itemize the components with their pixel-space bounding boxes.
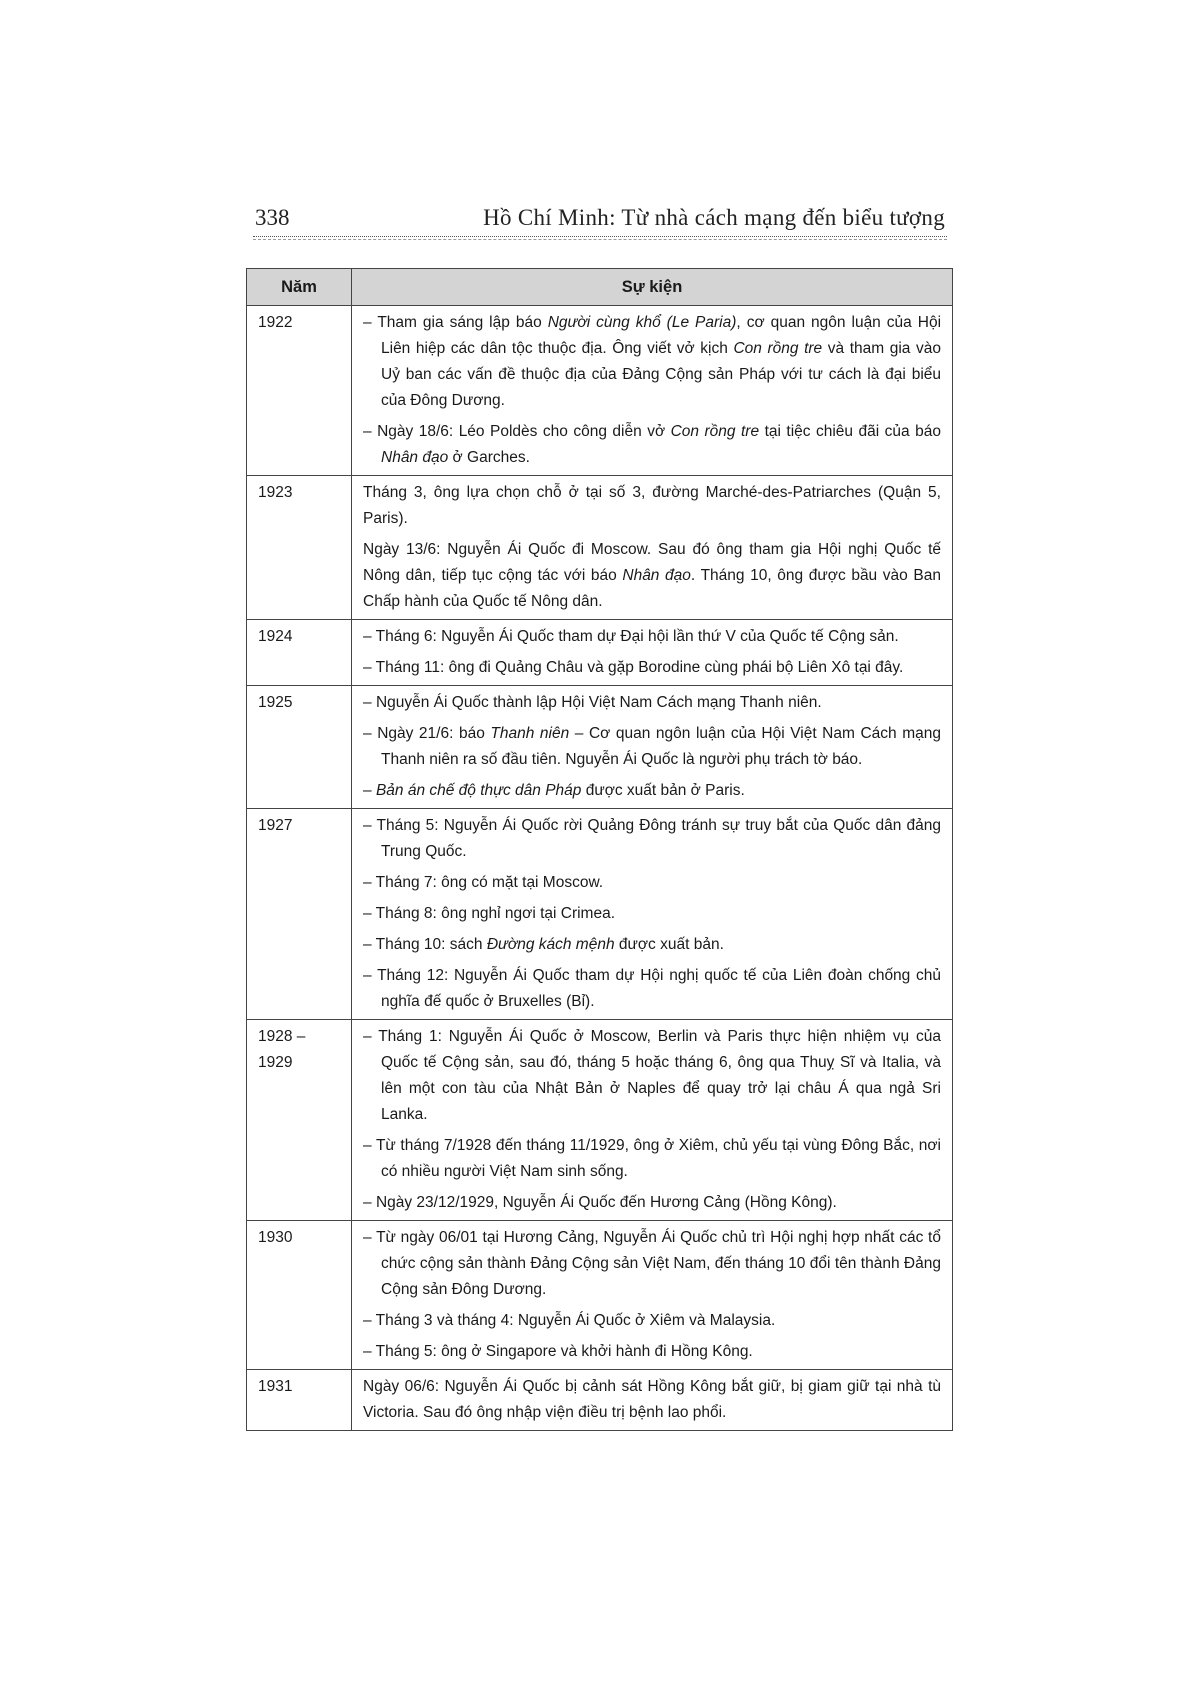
event-text: Tháng 3 và tháng 4: Nguyễn Ái Quốc ở Xiêm và Malaysia. — [375, 1312, 776, 1329]
header-divider — [253, 236, 947, 237]
event-cell — [352, 306, 953, 476]
event-text: tại tiệc chiêu đãi của báo — [759, 423, 941, 440]
event-text: – Cơ quan ngôn luận của Hội Việt Nam Cách mạng Thanh niên ra số đầu tiên. Nguyễn Ái Quốc là người phụ trách tờ báo. — [381, 725, 941, 768]
event-entry: – Ngày 18/6: Léo Poldès cho công diễn vở Con rồng tre tại tiệc chiêu đãi của báo Nhân đạo ở Garches. — [363, 423, 941, 466]
event-cell — [352, 1370, 953, 1431]
event-column-header: Sự kiện — [352, 269, 953, 306]
year-cell: 1930 — [247, 1221, 352, 1370]
event-text: Ngày 06/6: Nguyễn Ái Quốc bị cảnh sát Hồng Kông bắt giữ, bị giam giữ tại nhà tù Victoria. Sau đó ông nhập viện điều trị bệnh lao phổi. — [363, 1378, 941, 1421]
event-entry: – Tháng 5: ông ở Singapore và khởi hành đi Hồng Kông. — [363, 1343, 753, 1360]
table-row — [247, 1221, 953, 1370]
event-entry: – Tháng 1: Nguyễn Ái Quốc ở Moscow, Berlin và Paris thực hiện nhiệm vụ của Quốc tế Cộng sản, sau đó, tháng 5 hoặc tháng 6, ông qua Thuỵ Sĩ và Italia, và lên một con tàu của Nhật Bản ở Naples để quay trở lại châu Á qua ngả Sri Lanka. — [363, 1028, 941, 1123]
event-cell — [352, 686, 953, 809]
event-entry: – Tháng 6: Nguyễn Ái Quốc tham dự Đại hội lần thứ V của Quốc tế Cộng sản. — [363, 628, 899, 645]
event-text: Tham gia sáng lập báo — [377, 314, 548, 331]
italic-title: Nhân đạo — [381, 449, 449, 466]
event-text: Ngày 13/6: Nguyễn Ái Quốc đi Moscow. Sau đó ông tham gia Hội nghị Quốc tế Nông dân, tiếp tục cộng tác với báo — [363, 541, 941, 584]
event-text: Tháng 12: Nguyễn Ái Quốc tham dự Hội nghị quốc tế của Liên đoàn chống chủ nghĩa đế quốc ở Bruxelles (Bỉ). — [377, 967, 941, 1010]
year-cell: 1928 – 1929 — [247, 1020, 352, 1221]
page-number: 338 — [255, 205, 290, 230]
italic-title: Con rồng tre — [733, 340, 823, 357]
event-text: được xuất bản. — [614, 936, 724, 953]
event-text: Tháng 1: Nguyễn Ái Quốc ở Moscow, Berlin và Paris thực hiện nhiệm vụ của Quốc tế Cộng sản, sau đó, tháng 5 hoặc tháng 6, ông qua Thuỵ Sĩ và Italia, và lên một con tàu của Nhật Bản ở Naples để quay trở lại châu Á qua ngả Sri Lanka. — [378, 1028, 941, 1123]
event-text: ở Garches. — [448, 449, 530, 466]
event-text: và tham gia vào Uỷ ban các vấn đề thuộc địa của Đảng Cộng sản Pháp với tư cách là đại biểu của Đông Dương. — [381, 340, 941, 409]
event-text: Tháng 7: ông có mặt tại Moscow. — [375, 874, 604, 891]
italic-title: Bản án chế độ thực dân Pháp — [375, 782, 582, 799]
event-entry: – Từ tháng 7/1928 đến tháng 11/1929, ông ở Xiêm, chủ yếu tại vùng Đông Bắc, nơi có nhiều người Việt Nam sinh sống. — [363, 1137, 941, 1180]
year-cell: 1924 — [247, 620, 352, 686]
event-text: Tháng 11: ông đi Quảng Châu và gặp Borodine cùng phái bộ Liên Xô tại đây. — [375, 659, 904, 676]
event-text: Ngày 23/12/1929, Nguyễn Ái Quốc đến Hương Cảng (Hồng Kông). — [375, 1194, 837, 1211]
event-text: Ngày 21/6: báo — [377, 725, 491, 742]
event-text: Từ tháng 7/1928 đến tháng 11/1929, ông ở Xiêm, chủ yếu tại vùng Đông Bắc, nơi có nhiều người Việt Nam sinh sống. — [375, 1137, 941, 1180]
year-column-header: Năm — [247, 269, 352, 306]
year-cell: 1922 — [247, 306, 352, 476]
event-entry: – Bản án chế độ thực dân Pháp được xuất bản ở Paris. — [363, 782, 745, 799]
event-entry: – Tháng 8: ông nghỉ ngơi tại Crimea. — [363, 905, 616, 922]
event-entry: – Từ ngày 06/01 tại Hương Cảng, Nguyễn Ái Quốc chủ trì Hội nghị hợp nhất các tổ chức cộng sản thành Đảng Cộng sản Việt Nam, đến tháng 10 đổi tên thành Đảng Cộng sản Đông Dương. — [363, 1229, 941, 1298]
event-cell — [352, 476, 953, 620]
table-row — [247, 476, 953, 620]
table-row — [247, 306, 953, 476]
table-row — [247, 1370, 953, 1431]
year-cell: 1923 — [247, 476, 352, 620]
italic-title: Người cùng khổ (Le Paria) — [547, 314, 737, 331]
event-text: Từ ngày 06/01 tại Hương Cảng, Nguyễn Ái Quốc chủ trì Hội nghị hợp nhất các tổ chức cộng sản thành Đảng Cộng sản Việt Nam, đến tháng 10 đổi tên thành Đảng Cộng sản Đông Dương. — [376, 1229, 941, 1298]
event-entry: – Tháng 11: ông đi Quảng Châu và gặp Borodine cùng phái bộ Liên Xô tại đây. — [363, 659, 904, 676]
event-text: Tháng 10: sách — [375, 936, 487, 953]
table-row — [247, 1020, 953, 1221]
header-divider-lower — [253, 239, 947, 240]
year-cell: 1927 — [247, 809, 352, 1020]
table-row — [247, 620, 953, 686]
event-entry: – Tháng 3 và tháng 4: Nguyễn Ái Quốc ở Xiêm và Malaysia. — [363, 1312, 776, 1329]
italic-title: Nhân đạo — [622, 567, 691, 584]
event-entry: – Tham gia sáng lập báo Người cùng khổ (Le Paria), cơ quan ngôn luận của Hội Liên hiệp các dân tộc thuộc địa. Ông viết vở kịch Con rồng tre và tham gia vào Uỷ ban các vấn đề thuộc địa của Đảng Cộng sản Pháp với tư cách là đại biểu của Đông Dương. — [363, 314, 942, 409]
event-text: Tháng 8: ông nghỉ ngơi tại Crimea. — [375, 905, 616, 922]
chronology-table — [246, 268, 953, 1431]
table-row — [247, 686, 953, 809]
event-text: Ngày 18/6: Léo Poldès cho công diễn vở — [377, 423, 671, 440]
italic-title: Đường kách mệnh — [486, 936, 615, 953]
event-text: . Tháng 10, ông được bầu vào Ban Chấp hành của Quốc tế Nông dân. — [363, 567, 941, 610]
event-entry — [363, 1374, 941, 1426]
event-entry: – Tháng 12: Nguyễn Ái Quốc tham dự Hội nghị quốc tế của Liên đoàn chống chủ nghĩa đế quốc ở Bruxelles (Bỉ). — [363, 967, 941, 1010]
table-row — [247, 809, 953, 1020]
event-text: , cơ quan ngôn luận của Hội Liên hiệp các dân tộc thuộc địa. Ông viết vở kịch — [381, 314, 942, 357]
event-text: Tháng 3, ông lựa chọn chỗ ở tại số 3, đường Marché-des-Patriarches (Quận 5, Paris). — [363, 484, 941, 527]
event-entry: – Nguyễn Ái Quốc thành lập Hội Việt Nam Cách mạng Thanh niên. — [363, 694, 822, 711]
year-cell: 1931 — [247, 1370, 352, 1431]
italic-title: Con rồng tre — [670, 423, 760, 440]
event-text: được xuất bản ở Paris. — [581, 782, 745, 799]
table-header-row — [247, 269, 953, 306]
event-cell — [352, 620, 953, 686]
event-entry: – Tháng 7: ông có mặt tại Moscow. — [363, 874, 604, 891]
event-cell — [352, 1221, 953, 1370]
event-entry: – Tháng 5: Nguyễn Ái Quốc rời Quảng Đông tránh sự truy bắt của Quốc dân đảng Trung Quốc. — [363, 817, 941, 860]
event-cell — [352, 809, 953, 1020]
table-body — [247, 306, 953, 1431]
italic-title: Thanh niên — [490, 725, 570, 742]
event-entry — [363, 480, 941, 532]
running-title: Hồ Chí Minh: Từ nhà cách mạng đến biểu tượng — [483, 205, 945, 230]
event-entry: – Ngày 23/12/1929, Nguyễn Ái Quốc đến Hương Cảng (Hồng Kông). — [363, 1194, 837, 1211]
event-entry: – Tháng 10: sách Đường kách mệnh được xuất bản. — [363, 936, 724, 953]
event-text: Nguyễn Ái Quốc thành lập Hội Việt Nam Cách mạng Thanh niên. — [375, 694, 822, 711]
year-cell: 1925 — [247, 686, 352, 809]
event-entry — [363, 537, 941, 615]
event-cell — [352, 1020, 953, 1221]
page-header — [255, 205, 945, 237]
event-text: Tháng 5: Nguyễn Ái Quốc rời Quảng Đông tránh sự truy bắt của Quốc dân đảng Trung Quốc. — [376, 817, 941, 860]
event-entry: – Ngày 21/6: báo Thanh niên – Cơ quan ngôn luận của Hội Việt Nam Cách mạng Thanh niên ra số đầu tiên. Nguyễn Ái Quốc là người phụ trách tờ báo. — [363, 725, 941, 768]
event-text: Tháng 5: ông ở Singapore và khởi hành đi Hồng Kông. — [375, 1343, 753, 1360]
event-text: Tháng 6: Nguyễn Ái Quốc tham dự Đại hội lần thứ V của Quốc tế Cộng sản. — [375, 628, 899, 645]
